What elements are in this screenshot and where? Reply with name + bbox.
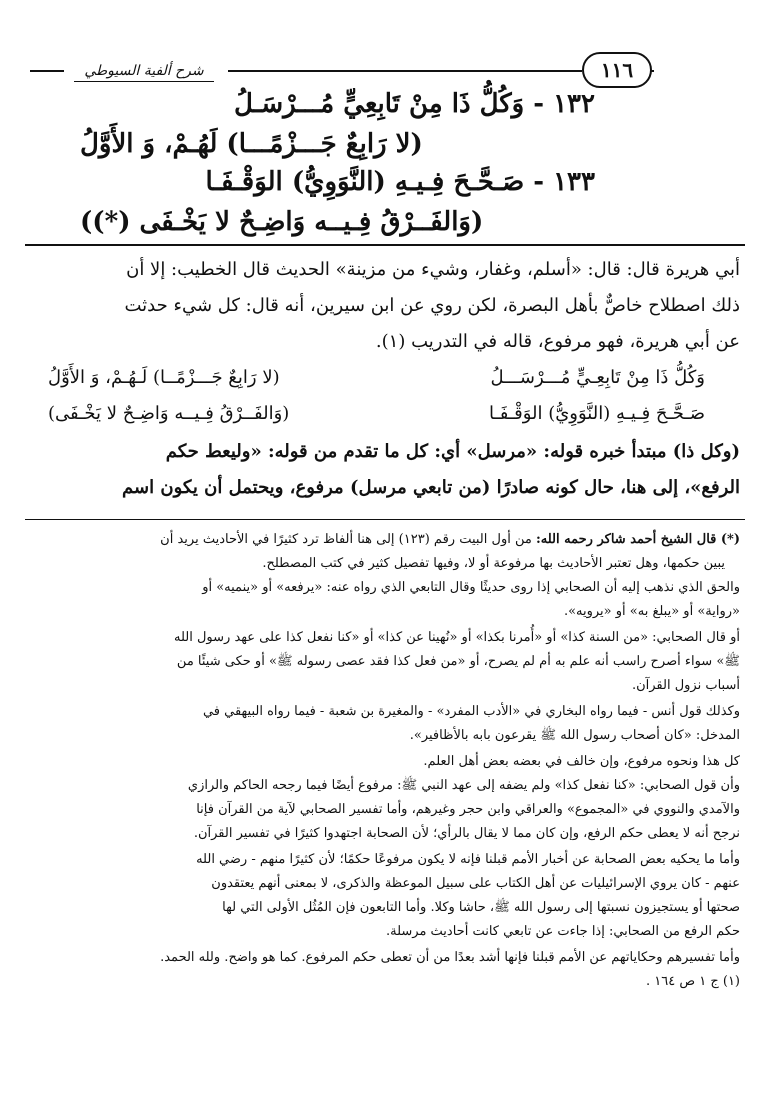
footnote-line: المدخل: «كان أصحاب رسول الله ﷺ يقرعون بابه بالأظافير». xyxy=(409,728,740,743)
footnote-author-label: (*) قال الشيخ أحمد شاكر رحمه الله: xyxy=(535,532,740,547)
commentary-line: (وكل ذا) مبتدأ خبره قوله: «مرسل» أي: كل ما تقدم من قوله: «وليعط حكم xyxy=(165,441,740,462)
footnote-line: وأما ما يحكيه بعض الصحابة عن أخبار الأمم قبلنا فإنه لا يكون مرفوعًا حكمًا؛ لأن كثيرًا منهم - رضي الله xyxy=(196,852,740,867)
footnote-line: يبين حكمها، وهل تعتبر الأحاديث بها مرفوعة أو لا، وفيها تفصيل كثير في كتب المصطلح. xyxy=(262,556,725,571)
footnote-line: كل هذا ونحوه مرفوع، وإن خالف في بعضه بعض أهل العلم. xyxy=(423,754,740,769)
verse-132-second: (لا رَابِعٌ جَـــزْمًـــا) لَهُـمْ، وَ الأَوَّلُ xyxy=(80,129,423,159)
footnote-line: وأما تفسيرهم وحكاياتهم عن الأمم قبلنا فإنها أشد بعدًا من أن تعطى حكم المرفوع. كما هو واضح. ولله الحمد. xyxy=(160,950,740,965)
footnote-line: وكذلك قول أنس - فيما رواه البخاري في «الأدب المفرد» - والمغيرة بن شعبة - فيما رواه البيهقي في xyxy=(202,704,740,719)
header-rule-left xyxy=(30,70,64,72)
footnote-line: «رواية» أو «يبلغ به» أو «يرويه». xyxy=(563,604,740,619)
inline-verse-132-second: (لا رَابِعٌ جَـــزْمًــا) لَـهُـمْ، وَ الأَوَّلُ xyxy=(48,367,280,388)
inline-verse-133-second: (وَالفَــرْقُ فِـيــه وَاضِـحٌ لا يَخْـفَى) xyxy=(48,403,290,424)
commentary-line: أبي هريرة قال: قال: «أسلم، وغفار، وشيء من مزينة» الحديث قال الخطيب: إلا أن xyxy=(126,259,740,280)
footnote-line: والحق الذي نذهب إليه أن الصحابي إذا روى حديثًا وقال التابعي الذي رواه عنه: «يرفعه» أو «ينميه» أو xyxy=(202,580,740,595)
verse-132-first: ١٣٢ - وَكُلُّ ذَا مِنْ تَابِعِيٍّ مُـــرْسَـلُ xyxy=(234,89,595,119)
footnote-text: من أول البيت رقم (١٢٣) إلى هنا ألفاظ ترد كثيرًا في الأحاديث يريد أن xyxy=(160,532,532,547)
header-rule-middle xyxy=(228,70,582,72)
footnote-line: والآمدي والنووي في «المجموع» والعراقي وابن حجر وغيرهم، وأما تفسير الصحابي لآية من القرآن فإنا xyxy=(196,802,740,817)
footnote-line: أو قال الصحابي: «من السنة كذا» أو «أُمرنا بكذا» أو «نُهينا عن كذا» أو «كنا نفعل كذا على عهد رسول الله xyxy=(174,630,740,645)
commentary-line: ذلك اصطلاح خاصٌّ بأهل البصرة، لكن روي عن ابن سيرين، أنه قال: كل شيء حدثت xyxy=(124,295,740,316)
commentary-line: الرفع»، إلى هنا، حال كونه صادرًا (من تابعي مرسل) مرفوع، ويحتمل أن يكون اسم xyxy=(122,477,740,498)
footnote-line: وأن قول الصحابي: «كنا نفعل كذا» ولم يضفه إلى عهد النبي ﷺ: مرفوع أيضًا فيما رجحه الحاكم والرازي xyxy=(187,778,740,793)
running-title-underline xyxy=(74,81,214,82)
inline-verse-133-first: صَـحَّـحَ فِـيـهِ (النَّوَوِيُّ) الوَقْـفَـا xyxy=(488,403,705,424)
footnote-line xyxy=(160,528,740,552)
commentary-line: عن أبي هريرة، فهو مرفوع، قاله في التدريب (١). xyxy=(375,331,740,352)
footnote-reference: (١) ج ١ ص ١٦٤ . xyxy=(646,974,740,989)
footnote-line: عنهم - كان يروي الإسرائيليات عن أهل الكتاب على سبيل الموعظة والذكرى، لا بمعنى أنهم يعتقدون xyxy=(211,876,740,891)
footnote-line: أسباب نزول القرآن. xyxy=(631,678,740,693)
inline-verse-132-first: وَكُلُّ ذَا مِنْ تَابِعِـيٍّ مُـــرْسَـــلُ xyxy=(490,367,705,388)
page-number: ١١٦ xyxy=(582,52,652,88)
footnote-line: صحتها أو يستجيزون نسبتها إلى رسول الله ﷺ، حاشا وكلا. وأما التابعون فإن المُثُل الأولى التي لها xyxy=(222,900,740,915)
footnote-line: حكم الرفع من الصحابي: إذا جاءت عن تابعي كانت أحاديث مرسلة. xyxy=(385,924,740,939)
verse-133-second: (وَالفَــرْقُ فِـيــه وَاضِـحٌ لا يَخْـفَى (*)) xyxy=(80,207,484,237)
verse-133-first: ١٣٣ - صَـحَّـحَ فِـيـهِ (النَّوَوِيُّ) الوَقْـفَـا xyxy=(205,167,595,197)
footnote-line: نرجح أنه لا يعطى حكم الرفع، وإن كان مما لا يقال بالرأي؛ لأن الصحابة اجتهدوا كثيرًا في تفسير القرآن. xyxy=(193,826,740,841)
footnote-separator xyxy=(25,519,745,520)
running-title: شرح ألفية السيوطي xyxy=(84,63,204,79)
footnote-line: ﷺ» سواء أصرح راسب أنه علم به أم لم يصرح، أو «من فعل كذا فقد عصى رسوله ﷺ» أو حكى شيئًا من xyxy=(176,654,740,669)
verses-separator xyxy=(25,244,745,246)
header-rule-right xyxy=(650,70,654,72)
